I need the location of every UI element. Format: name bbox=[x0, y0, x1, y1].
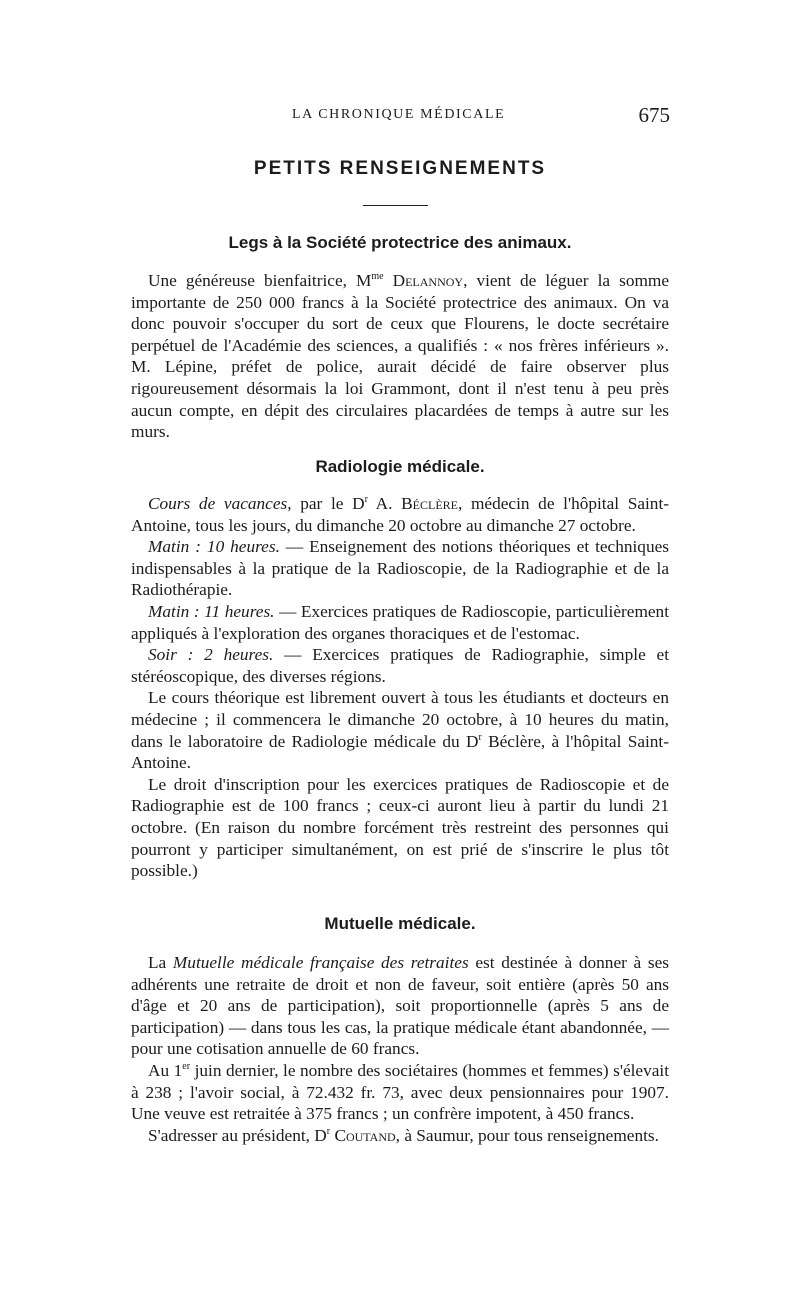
superscript: r bbox=[364, 494, 368, 506]
paragraph bbox=[131, 601, 669, 644]
section-heading-radiologie: Radiologie médicale. bbox=[315, 457, 485, 476]
text-run: — Exercices pratiques de Radiographie, simple et stéréoscopique, des diverses régions. bbox=[131, 645, 670, 686]
paragraph bbox=[131, 536, 669, 601]
text-run: — Enseignement des notions théoriques et techniques indispensables à la pratique de la Radioscopie, de la Radiographie et de la Radiothérapie. bbox=[131, 537, 669, 600]
text-run: par le D bbox=[291, 494, 365, 513]
paragraph bbox=[131, 1060, 669, 1125]
page-title: PETITS RENSEIGNEMENTS bbox=[253, 158, 547, 179]
text-run: Au 1 bbox=[148, 1060, 183, 1080]
paragraph bbox=[131, 493, 669, 536]
person-name: Béclère bbox=[401, 494, 458, 513]
title-divider bbox=[363, 205, 428, 206]
section-heading-legs: Legs à la Société protectrice des animaux. bbox=[228, 233, 572, 252]
text-run bbox=[384, 271, 393, 290]
text-run: Béclère, à l'hôpital Saint-Antoine. bbox=[131, 731, 669, 773]
paragraph bbox=[131, 1125, 669, 1147]
paragraph bbox=[131, 644, 669, 687]
paragraph: Le droit d'inscription pour les exercices pratiques de Radioscopie et de Radiographie est de 100 francs ; ceux-ci auront lieu à partir du lundi 21 octobre. (En raison du nombre forcément très restreint des personnes qui pourront y participer simultanément, on est prié de s'inscrire le plus tôt possible.) bbox=[131, 774, 669, 881]
person-name: Delannoy bbox=[392, 271, 464, 290]
superscript: er bbox=[182, 1061, 191, 1073]
section-body-legs bbox=[131, 270, 669, 443]
text-run: La bbox=[148, 953, 173, 972]
text-run: — Exercices pratiques de Radioscopie, particulièrement appliqués à l'exploration des organes thoraciques et de l'estomac. bbox=[131, 601, 669, 643]
text-run: juin dernier, le nombre des sociétaires (hommes et femmes) s'élevait à 238 ; l'avoir social, à 72.432 fr. 73, avec deux pensionnaires pour 1907. Une veuve est retraitée à 375 francs ; un confrère impotent, à 450 francs. bbox=[131, 1060, 669, 1124]
section-heading-mutuelle: Mutuelle médicale. bbox=[324, 914, 476, 933]
text-run: , à Saumur, pour tous renseignements. bbox=[395, 1125, 659, 1145]
italic-run: Cours de vacances, bbox=[148, 494, 292, 513]
page-number: 675 bbox=[638, 103, 670, 127]
text-run: S'adresser au président, D bbox=[148, 1125, 327, 1145]
italic-run: Matin : 11 heures. bbox=[148, 601, 275, 621]
text-run: est destinée à donner à ses adhérents une retraite de droit et non de faveur, soit entière (après 50 ans d'âge et 20 ans de participation), soit proportionnelle (après 5 ans de participation) — dans tous les cas, la pratique médicale étant abandonnée, — pour une cotisation annuelle de 60 francs. bbox=[131, 953, 670, 1059]
running-title: LA CHRONIQUE MÉDICALE bbox=[292, 107, 506, 122]
superscript: me bbox=[371, 271, 384, 283]
italic-run: Mutuelle médicale française des retraites bbox=[172, 953, 469, 972]
text-run: A. bbox=[367, 494, 402, 513]
italic-run: Matin : 10 heures. bbox=[148, 537, 280, 557]
paragraph bbox=[131, 952, 669, 1060]
section-body-radiologie bbox=[131, 493, 669, 882]
italic-run: Soir : 2 heures. bbox=[148, 645, 274, 665]
text-run: , vient de léguer la somme importante de 250 000 francs à la Société protectrice des animaux. On va donc pouvoir s'occuper du sort de ceux que Flourens, le docte secrétaire perpétuel de l'Académie des sciences, a qualifiés : « nos frères inférieurs ». M. Lépine, préfet de police, aurait décidé de faire observer plus rigoureusement désormais la loi Grammont, dont il n'est tenu à peu près aucun compte, en dépit des circulaires placardées de temps à autre sur les murs. bbox=[131, 271, 670, 442]
superscript: r bbox=[326, 1125, 331, 1137]
section-body-mutuelle bbox=[131, 952, 669, 1146]
paragraph bbox=[131, 270, 669, 443]
superscript: r bbox=[478, 731, 482, 743]
person-name: Coutand bbox=[334, 1125, 396, 1145]
text-run: , médecin de l'hôpital Saint-Antoine, tous les jours, du dimanche 20 octobre au dimanche 27 octobre. bbox=[131, 494, 670, 535]
text-run: Une généreuse bienfaitrice, M bbox=[148, 271, 372, 290]
paragraph bbox=[131, 687, 669, 773]
text-run: Le cours théorique est librement ouvert à tous les étudiants et docteurs en médecine ; il commencera le dimanche 20 octobre, à 10 heures du matin, dans le laboratoire de Radiologie médicale du D bbox=[131, 688, 669, 751]
running-head bbox=[130, 103, 670, 135]
